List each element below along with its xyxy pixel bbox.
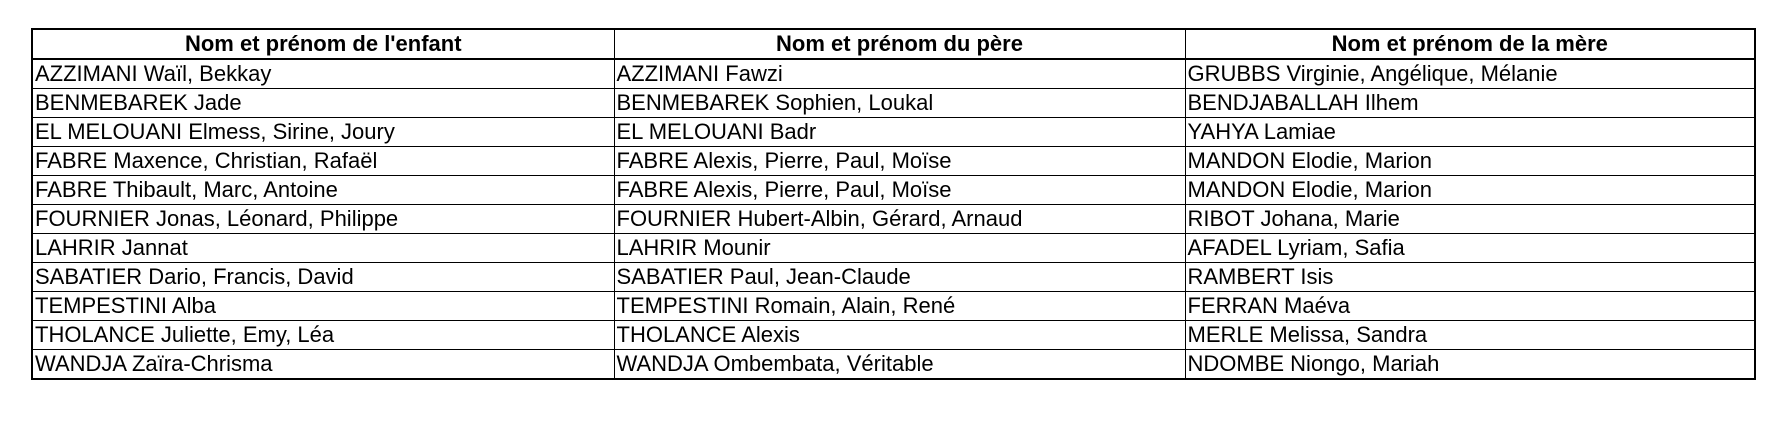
father-name-cell: FABRE Alexis, Pierre, Paul, Moïse	[614, 147, 1185, 176]
mother-name-cell: MERLE Melissa, Sandra	[1185, 321, 1755, 350]
mother-name-cell: MANDON Elodie, Marion	[1185, 147, 1755, 176]
table-row	[32, 176, 1755, 205]
child-name-cell: TEMPESTINI Alba	[32, 292, 614, 321]
child-name-cell: FABRE Maxence, Christian, Rafaël	[32, 147, 614, 176]
father-name-cell: AZZIMANI Fawzi	[614, 59, 1185, 89]
child-name-cell: SABATIER Dario, Francis, David	[32, 263, 614, 292]
table-row	[32, 263, 1755, 292]
father-name-cell: THOLANCE Alexis	[614, 321, 1185, 350]
table-body	[32, 59, 1755, 379]
parents-registry-table	[31, 28, 1756, 380]
mother-name-cell: GRUBBS Virginie, Angélique, Mélanie	[1185, 59, 1755, 89]
table-row	[32, 321, 1755, 350]
table-row	[32, 292, 1755, 321]
mother-name-cell: AFADEL Lyriam, Safia	[1185, 234, 1755, 263]
father-name-cell: EL MELOUANI Badr	[614, 118, 1185, 147]
father-name-cell: FABRE Alexis, Pierre, Paul, Moïse	[614, 176, 1185, 205]
father-name-cell: BENMEBAREK Sophien, Loukal	[614, 89, 1185, 118]
father-name-cell: WANDJA Ombembata, Véritable	[614, 350, 1185, 380]
table-row	[32, 147, 1755, 176]
father-name-cell: SABATIER Paul, Jean-Claude	[614, 263, 1185, 292]
mother-name-cell: BENDJABALLAH Ilhem	[1185, 89, 1755, 118]
table-row	[32, 89, 1755, 118]
header-father-name: Nom et prénom du père	[614, 29, 1185, 59]
mother-name-cell: YAHYA Lamiae	[1185, 118, 1755, 147]
child-name-cell: LAHRIR Jannat	[32, 234, 614, 263]
child-name-cell: EL MELOUANI Elmess, Sirine, Joury	[32, 118, 614, 147]
child-name-cell: THOLANCE Juliette, Emy, Léa	[32, 321, 614, 350]
header-mother-name: Nom et prénom de la mère	[1185, 29, 1755, 59]
mother-name-cell: MANDON Elodie, Marion	[1185, 176, 1755, 205]
table-row	[32, 118, 1755, 147]
mother-name-cell: RAMBERT Isis	[1185, 263, 1755, 292]
child-name-cell: AZZIMANI Waïl, Bekkay	[32, 59, 614, 89]
table-header	[32, 29, 1755, 59]
mother-name-cell: RIBOT Johana, Marie	[1185, 205, 1755, 234]
registry-table-container	[31, 28, 1754, 380]
header-row	[32, 29, 1755, 59]
child-name-cell: FABRE Thibault, Marc, Antoine	[32, 176, 614, 205]
table-row	[32, 350, 1755, 380]
header-child-name: Nom et prénom de l'enfant	[32, 29, 614, 59]
father-name-cell: TEMPESTINI Romain, Alain, René	[614, 292, 1185, 321]
child-name-cell: BENMEBAREK Jade	[32, 89, 614, 118]
table-row	[32, 234, 1755, 263]
father-name-cell: LAHRIR Mounir	[614, 234, 1185, 263]
mother-name-cell: FERRAN Maéva	[1185, 292, 1755, 321]
table-row	[32, 205, 1755, 234]
child-name-cell: WANDJA Zaïra-Chrisma	[32, 350, 614, 380]
table-row	[32, 59, 1755, 89]
child-name-cell: FOURNIER Jonas, Léonard, Philippe	[32, 205, 614, 234]
father-name-cell: FOURNIER Hubert-Albin, Gérard, Arnaud	[614, 205, 1185, 234]
mother-name-cell: NDOMBE Niongo, Mariah	[1185, 350, 1755, 380]
